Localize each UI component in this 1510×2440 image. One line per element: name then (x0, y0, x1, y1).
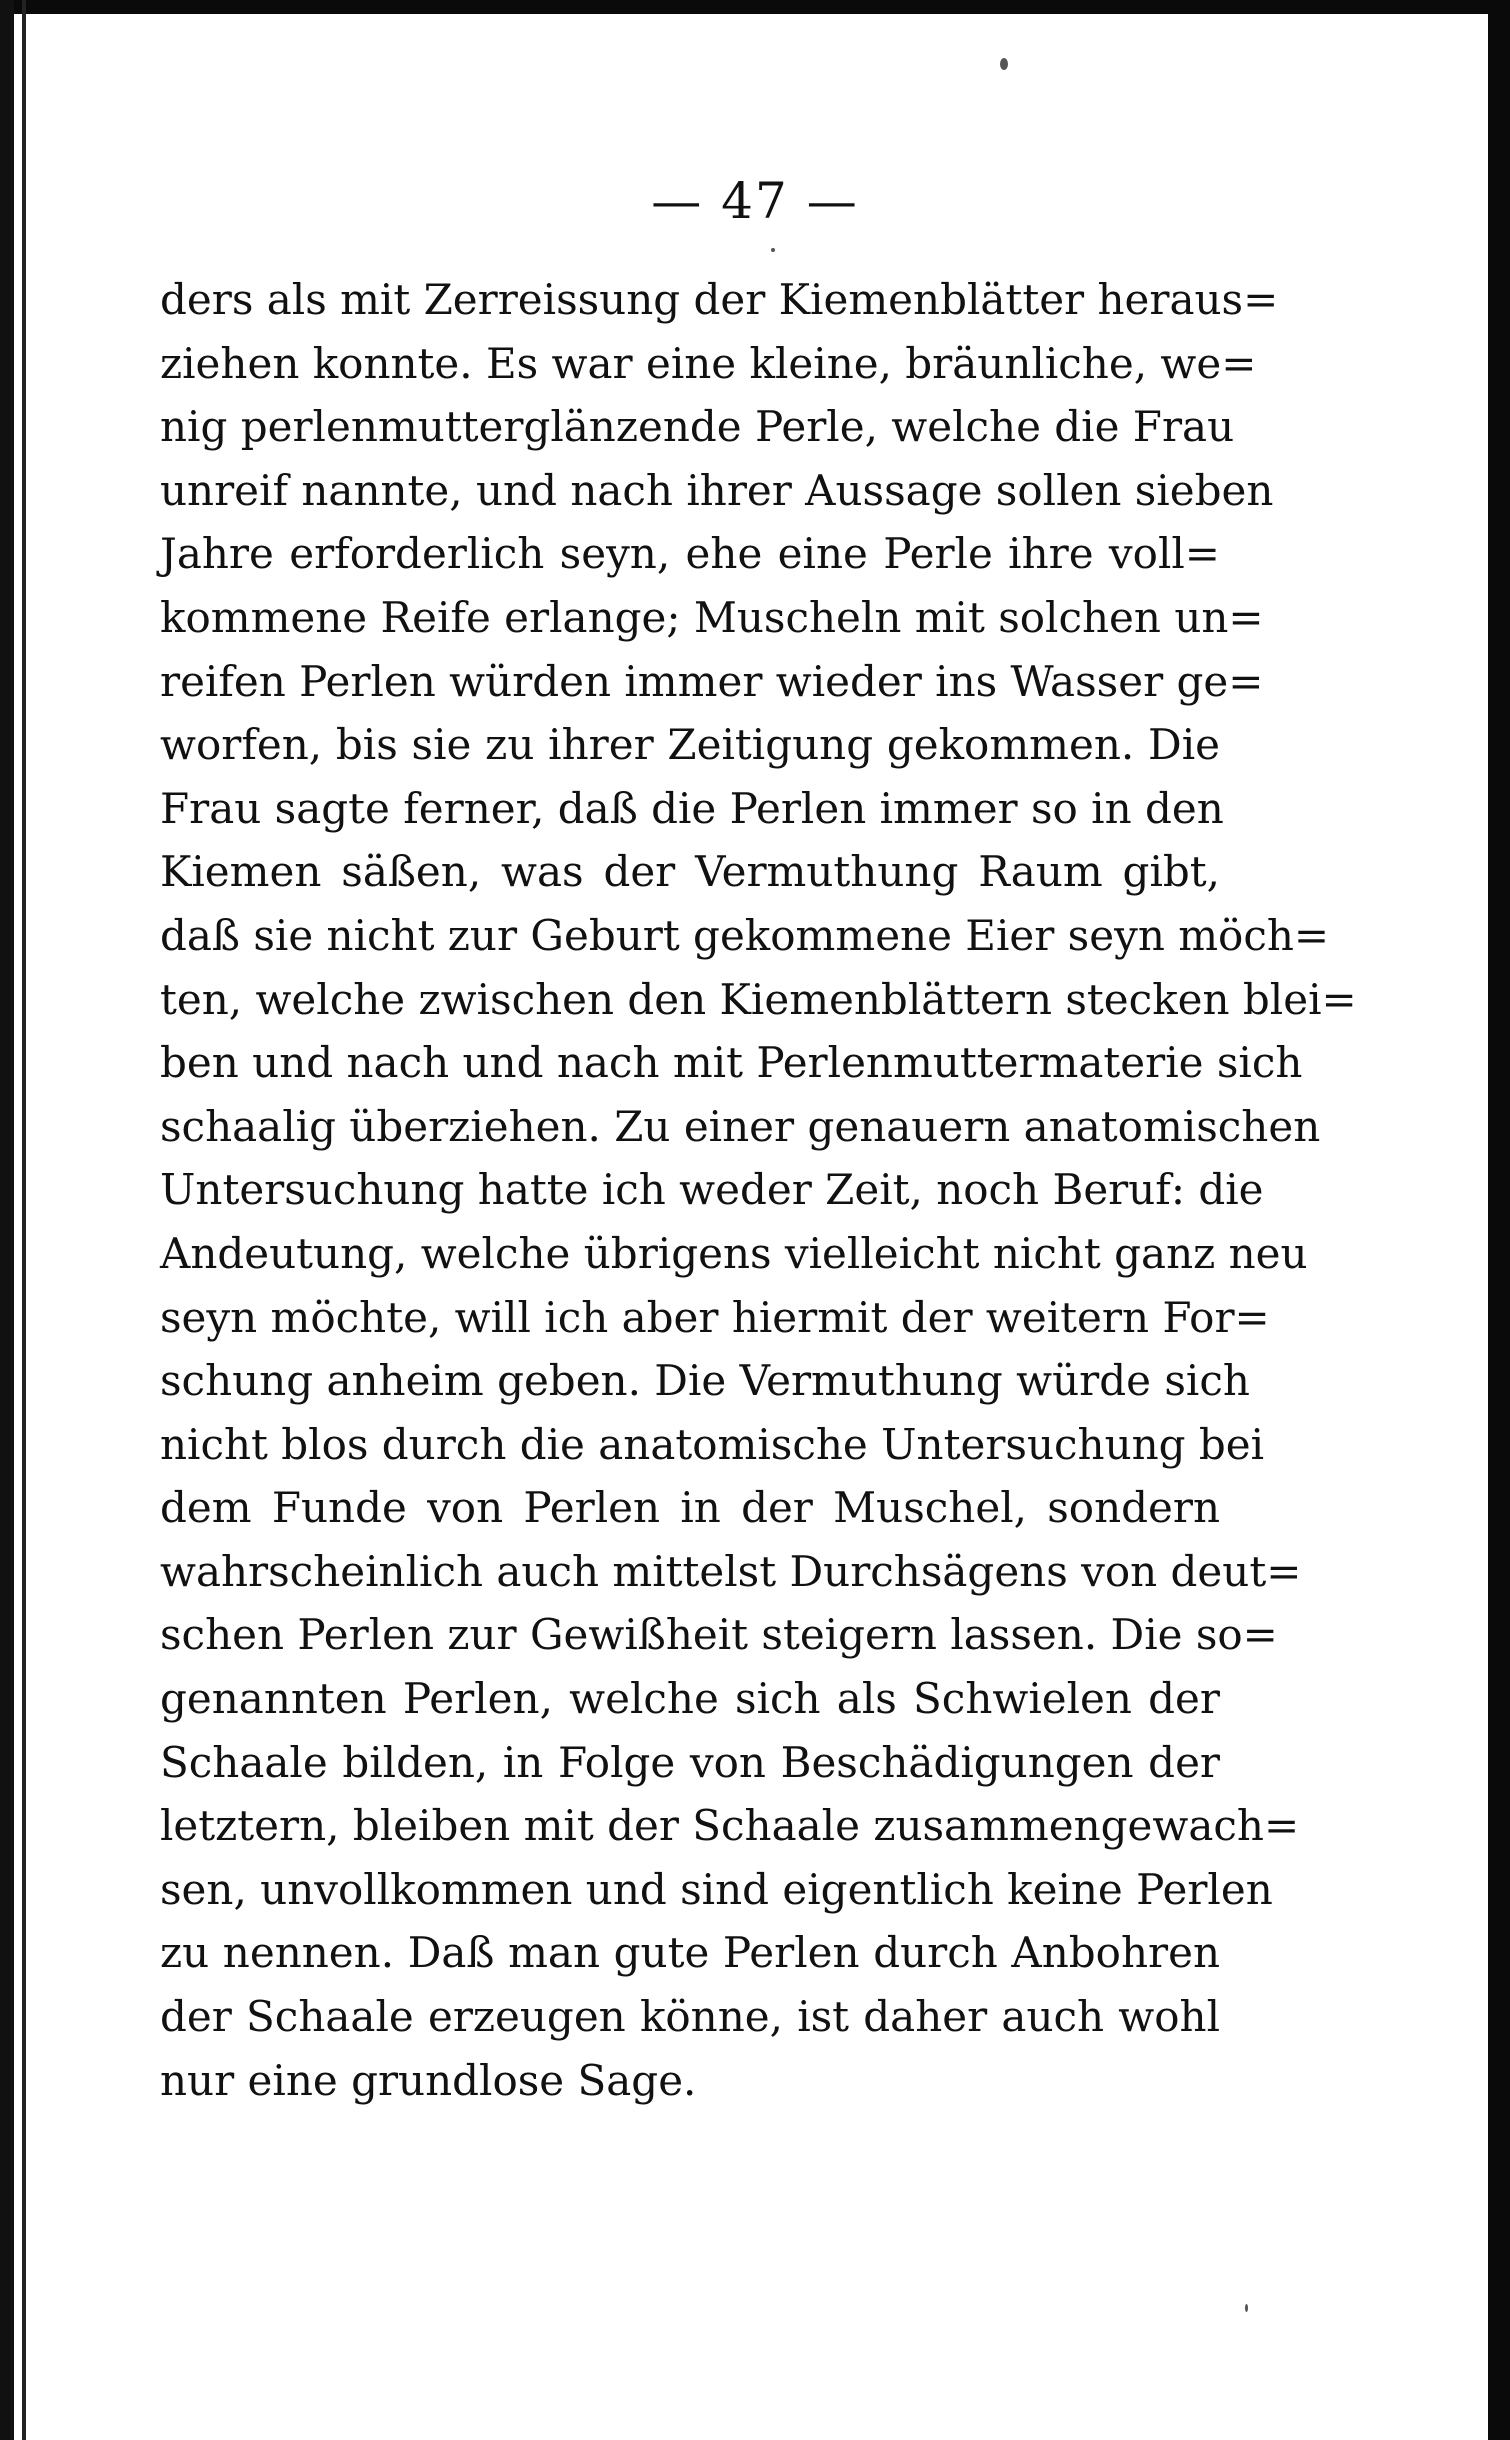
text-line: ben und nach und nach mit Perlenmuttermaterie sich (160, 1038, 1303, 1088)
text-line: ten, welche zwischen den Kiemenblättern stecken blei= (160, 974, 1357, 1024)
scan-border-right (1488, 0, 1510, 2440)
text-line: genannten Perlen, welche sich als Schwielen der (160, 1674, 1220, 1724)
scan-speck (771, 248, 775, 252)
text-line: sen, unvollkommen und sind eigentlich keine Perlen (160, 1864, 1273, 1914)
text-line: zu nennen. Daß man gute Perlen durch Anbohren (160, 1928, 1220, 1978)
text-line: Schaale bilden, in Folge von Beschädigungen der (160, 1737, 1220, 1787)
text-line: wahrscheinlich auch mittelst Durchsägens von deut= (160, 1546, 1302, 1596)
text-line: ziehen konnte. Es war eine kleine, bräunliche, we= (160, 338, 1257, 388)
scan-speck (1000, 58, 1008, 70)
text-line: schung anheim geben. Die Vermuthung würde sich (160, 1356, 1250, 1406)
text-line: schaalig überziehen. Zu einer genauern anatomischen (160, 1101, 1321, 1151)
scan-border-top (0, 0, 1510, 14)
text-line: kommene Reife erlange; Muscheln mit solchen un= (160, 592, 1264, 642)
text-line: unreif nannte, und nach ihrer Aussage sollen sieben (160, 465, 1274, 515)
text-line: ders als mit Zerreissung der Kiemenblätter heraus= (160, 275, 1279, 324)
text-line: Jahre erforderlich seyn, ehe eine Perle ihre voll= (160, 529, 1220, 579)
text-line: letztern, bleiben mit der Schaale zusammengewach= (160, 1801, 1300, 1851)
text-line: dem Funde von Perlen in der Muschel, sondern (160, 1483, 1220, 1533)
text-line: Frau sagte ferner, daß die Perlen immer so in den (160, 783, 1224, 833)
body-text (160, 268, 1357, 2112)
page-number: — 47 — (651, 172, 859, 230)
text-line: Kiemen säßen, was der Vermuthung Raum gibt, (160, 847, 1220, 897)
text-line: nig perlenmutterglänzende Perle, welche die Frau (160, 402, 1235, 452)
scan-border-left-inner (22, 0, 26, 2440)
text-line-last: nur eine grundlose Sage. (160, 2055, 697, 2105)
text-line: schen Perlen zur Gewißheit steigern lassen. Die so= (160, 1610, 1278, 1660)
scan-speck (1245, 2304, 1248, 2312)
scan-border-left (0, 0, 14, 2440)
text-line: worfen, bis sie zu ihrer Zeitigung gekommen. Die (160, 720, 1220, 770)
text-line: nicht blos durch die anatomische Untersuchung bei (160, 1419, 1265, 1469)
text-line: reifen Perlen würden immer wieder ins Wasser ge= (160, 656, 1264, 706)
text-line: daß sie nicht zur Geburt gekommene Eier seyn möch= (160, 910, 1330, 960)
text-line: Andeutung, welche übrigens vielleicht nicht ganz neu (160, 1228, 1308, 1278)
text-line: seyn möchte, will ich aber hiermit der weitern For= (160, 1292, 1270, 1342)
text-line: der Schaale erzeugen könne, ist daher auch wohl (160, 1992, 1220, 2042)
text-line: Untersuchung hatte ich weder Zeit, noch Beruf: die (160, 1165, 1264, 1215)
